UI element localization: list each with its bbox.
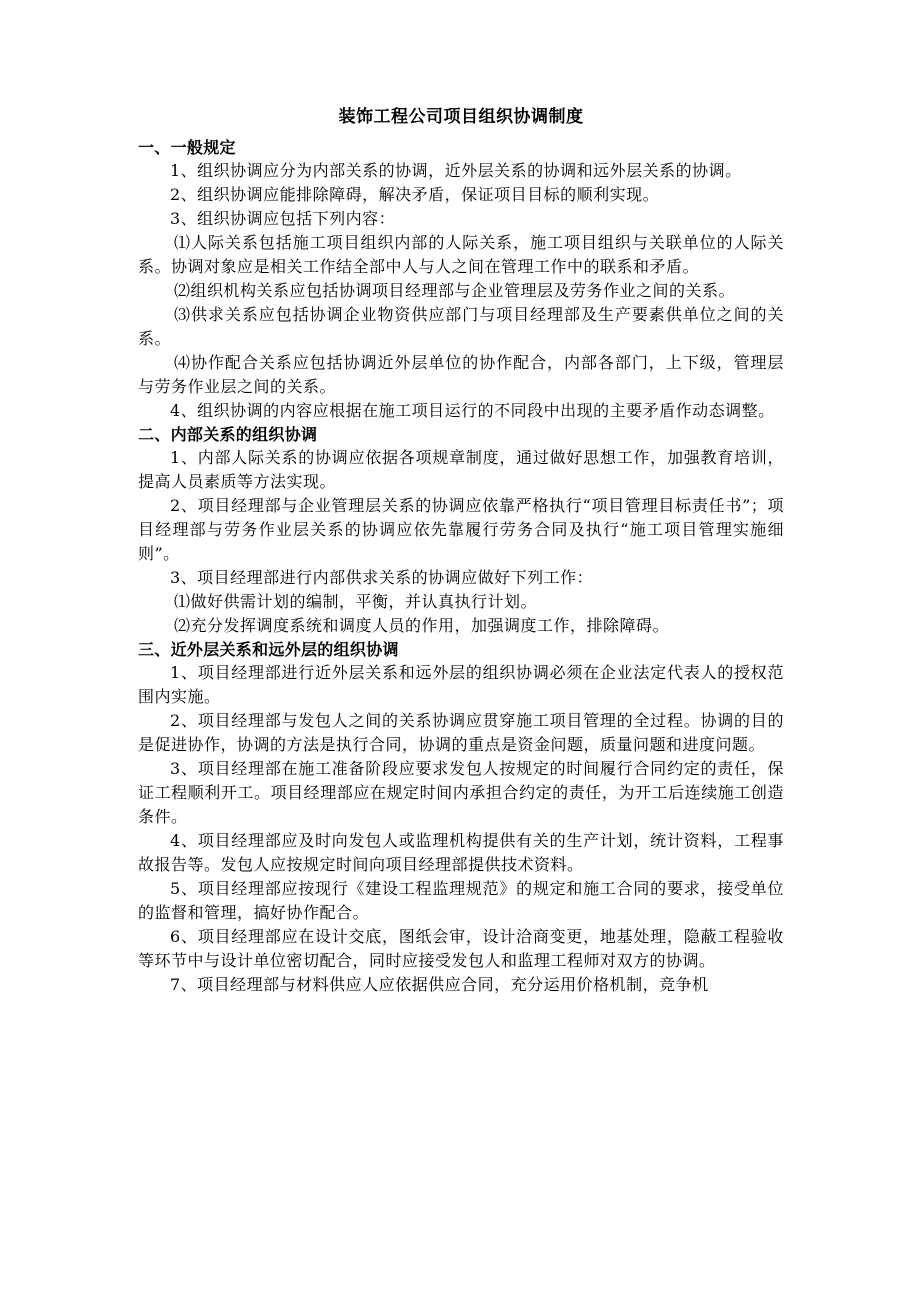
paragraph: 3、项目经理部在施工准备阶段应要求发包人按规定的时间履行合同约定的责任，保证工程顺利开工。项目经理部应在规定时间内承担合约定的责任，为开工后连续施工创造条件。: [138, 759, 784, 826]
paragraph: 1、组织协调应分为内部关系的协调，近外层关系的协调和远外层关系的协调。: [170, 161, 742, 180]
paragraph: 5、项目经理部应按现行《建设工程监理规范》的规定和施工合同的要求，接受单位的监督和管理，搞好协作配合。: [138, 879, 784, 922]
section-heading: 二、内部关系的组织协调: [138, 425, 318, 444]
section-external: [138, 638, 784, 997]
paragraph: 1、内部人际关系的协调应依据各项规章制度，通过做好思想工作，加强教育培训，提高人员素质等方法实现。: [138, 448, 784, 491]
paragraph: 2、项目经理部与企业管理层关系的协调应依靠严格执行“项目管理目标责任书”；项目经理部与劳务作业层关系的协调应依先靠履行劳务合同及执行“施工项目管理实施细则”。: [138, 496, 784, 563]
document-title: 装饰工程公司项目组织协调制度: [338, 107, 584, 127]
paragraph: 4、组织协调的内容应根据在施工项目运行的不同段中出现的主要矛盾作动态调整。: [170, 401, 775, 420]
paragraph: ⑷协作配合关系应包括协调近外层单位的协作配合，内部各部门，上下级，管理层与劳务作业层之间的关系。: [138, 353, 784, 396]
paragraph: 6、项目经理部应在设计交底，图纸会审，设计洽商变更，地基处理，隐蔽工程验收等环节中与设计单位密切配合，同时应接受发包人和监理工程师对双方的协调。: [138, 927, 784, 970]
paragraph: 4、项目经理部应及时向发包人或监理机构提供有关的生产计划，统计资料，工程事故报告等。发包人应按规定时间向项目经理部提供技术资料。: [138, 831, 784, 874]
paragraph: 3、组织协调应包括下列内容：: [170, 209, 396, 228]
paragraph: ⑴人际关系包括施工项目组织内部的人际关系，施工项目组织与关联单位的人际关系。协调对象应是相关工作结全部中人与人之间在管理工作中的联系和矛盾。: [138, 233, 784, 276]
paragraph: 2、组织协调应能排除障碍，解决矛盾，保证项目目标的顺利实现。: [170, 185, 660, 204]
document-page: [138, 106, 784, 997]
section-heading: 一、一般规定: [138, 138, 236, 157]
paragraph: ⑴做好供需计划的编制，平衡，并认真执行计划。: [174, 592, 538, 611]
paragraph: ⑵组织机构关系应包括协调项目经理部与企业管理层及劳务作业之间的关系。: [174, 281, 736, 300]
paragraph: 1、项目经理部进行近外层关系和远外层的组织协调必须在企业法定代表人的授权范围内实施。: [138, 663, 784, 706]
paragraph: 3、项目经理部进行内部供求关系的协调应做好下列工作：: [170, 568, 594, 587]
paragraph: 7、项目经理部与材料供应人应依据供应合同，充分运用价格机制，竞争机: [170, 975, 709, 994]
section-heading: 三、近外层关系和远外层的组织协调: [138, 640, 399, 659]
paragraph: ⑶供求关系应包括协调企业物资供应部门与项目经理部及生产要素供单位之间的关系。: [138, 305, 784, 348]
section-general: [138, 136, 784, 423]
paragraph: 2、项目经理部与发包人之间的关系协调应贯穿施工项目管理的全过程。协调的目的是促进协作，协调的方法是执行合同，协调的重点是资金问题，质量问题和进度问题。: [138, 711, 784, 754]
section-internal: [138, 423, 784, 638]
paragraph: ⑵充分发挥调度系统和调度人员的作用，加强调度工作，排除障碍。: [174, 616, 670, 635]
